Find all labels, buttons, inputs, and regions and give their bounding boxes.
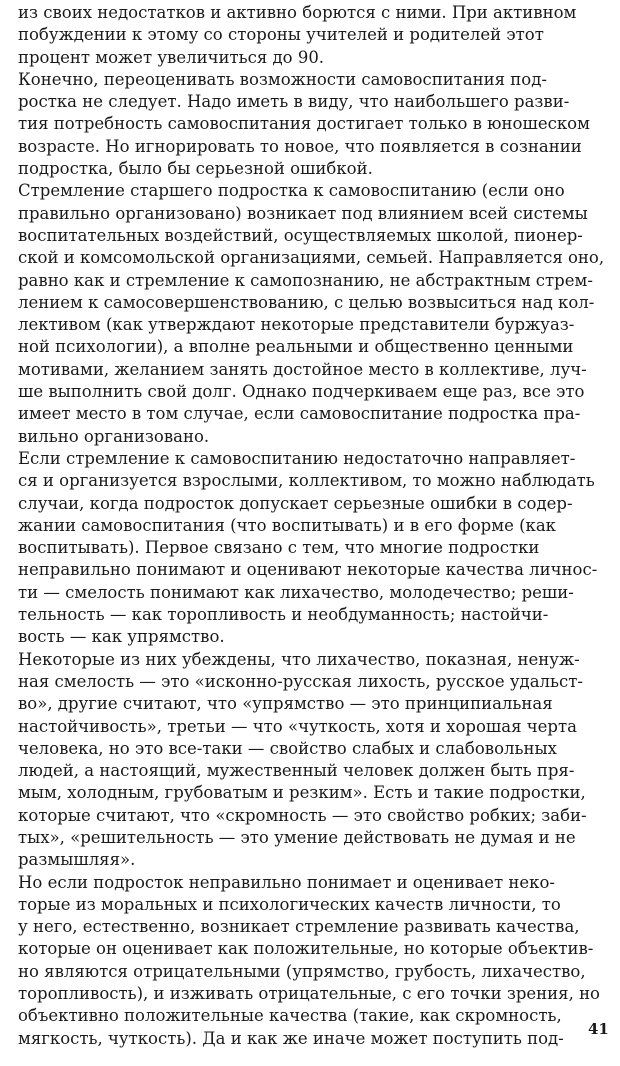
text-line: побуждении к этому со стороны учителей и родителей этот xyxy=(18,25,544,45)
text-line: имеет место в том случае, если самовоспитание подростка пра- xyxy=(18,404,581,424)
text-line: процент может увеличиться до 90. xyxy=(18,47,325,67)
text-line: торые из моральных и психологических качеств личности, то xyxy=(18,894,561,914)
text-line: вильно организовано. xyxy=(18,426,210,446)
text-line: объективно положительные качества (такие, как скромность, xyxy=(18,1006,562,1026)
text-line: жании самовоспитания (что воспитывать) и в его форме (как xyxy=(18,515,556,535)
text-line: Конечно, переоценивать возможности самовоспитания под- xyxy=(18,69,547,89)
text-line: которые считают, что «скромность — это свойство робких; заби- xyxy=(18,805,587,825)
text-line: неправильно понимают и оценивают некоторые качества личнос- xyxy=(18,560,598,580)
text-line: но являются отрицательными (упрямство, грубость, лихачество, xyxy=(18,961,586,981)
text-line: воспитывать). Первое связано с тем, что многие подростки xyxy=(18,538,540,558)
text-line: вость — как упрямство. xyxy=(18,627,225,647)
text-line: равно как и стремление к самопознанию, не абстрактным стрем- xyxy=(18,270,593,290)
text-line: человека, но это все-таки — свойство слабых и слабовольных xyxy=(18,738,557,758)
text-line: настойчивость», третьи — что «чуткость, хотя и хорошая черта xyxy=(18,716,577,736)
text-line: ная смелость — это «исконно-русская лихость, русское удальст- xyxy=(18,671,583,691)
text-line: мотивами, желанием занять достойное место в коллективе, луч- xyxy=(18,359,587,379)
text-line: ше выполнить свой долг. Однако подчеркиваем еще раз, все это xyxy=(18,382,585,402)
text-line: случаи, когда подросток допускает серьезные ошибки в содер- xyxy=(18,493,573,513)
text-line: Некоторые из них убеждены, что лихачество, показная, ненуж- xyxy=(18,649,580,669)
text-line: из своих недостатков и активно борются с ними. При активном xyxy=(18,3,577,22)
text-line: лективом (как утверждают некоторые представители буржуаз- xyxy=(18,315,575,335)
text-line: ти — смелость понимают как лихачество, молодечество; реши- xyxy=(18,582,574,602)
text-line: во», другие считают, что «упрямство — это принципиальная xyxy=(18,694,553,714)
text-line: у него, естественно, возникает стремление развивать качества, xyxy=(18,917,580,937)
text-line: подростка, было бы серьезной ошибкой. xyxy=(18,159,373,179)
text-line: ростка не следует. Надо иметь в виду, что наибольшего разви- xyxy=(18,92,570,112)
text-line: воспитательных воздействий, осуществляемых школой, пионер- xyxy=(18,225,583,245)
text-line: Если стремление к самовоспитанию недостаточно направляет- xyxy=(18,448,576,468)
text-line: тых», «решительность — это умение действовать не думая и не xyxy=(18,827,576,847)
text-line: лением к самосовершенствованию, с целью возвыситься над кол- xyxy=(18,292,595,312)
text-line: мым, холодным, грубоватым и резким». Есть и такие подростки, xyxy=(18,783,586,803)
text-line: правильно организовано) возникает под влиянием всей системы xyxy=(18,203,588,223)
body-text xyxy=(18,2,610,1050)
text-line: которые он оценивает как положительные, но которые объектив- xyxy=(18,939,594,959)
text-line: торопливость), и изживать отрицательные, с его точки зрения, но xyxy=(18,984,600,1004)
text-line: людей, а настоящий, мужественный человек должен быть пря- xyxy=(18,761,575,781)
text-line: возрасте. Но игнорировать то новое, что появляется в сознании xyxy=(18,136,582,156)
text-line: ской и комсомольской организациями, семьей. Направляется оно, xyxy=(18,248,605,268)
text-line: ной психологии), а вполне реальными и общественно ценными xyxy=(18,337,574,357)
text-line: тия потребность самовоспитания достигает только в юношеском xyxy=(18,114,590,134)
page-number: 41 xyxy=(588,1020,609,1038)
text-line: мягкость, чуткость). Да и как же иначе может поступить под- xyxy=(18,1028,564,1048)
text-line: ся и организуется взрослыми, коллективом, то можно наблюдать xyxy=(18,471,595,491)
text-line: размышляя». xyxy=(18,850,136,870)
text-line: Стремление старшего подростка к самовоспитанию (если оно xyxy=(18,181,565,201)
text-line: Но если подросток неправильно понимает и оценивает неко- xyxy=(18,872,555,892)
text-line: тельность — как торопливость и необдуманность; настойчи- xyxy=(18,605,549,625)
